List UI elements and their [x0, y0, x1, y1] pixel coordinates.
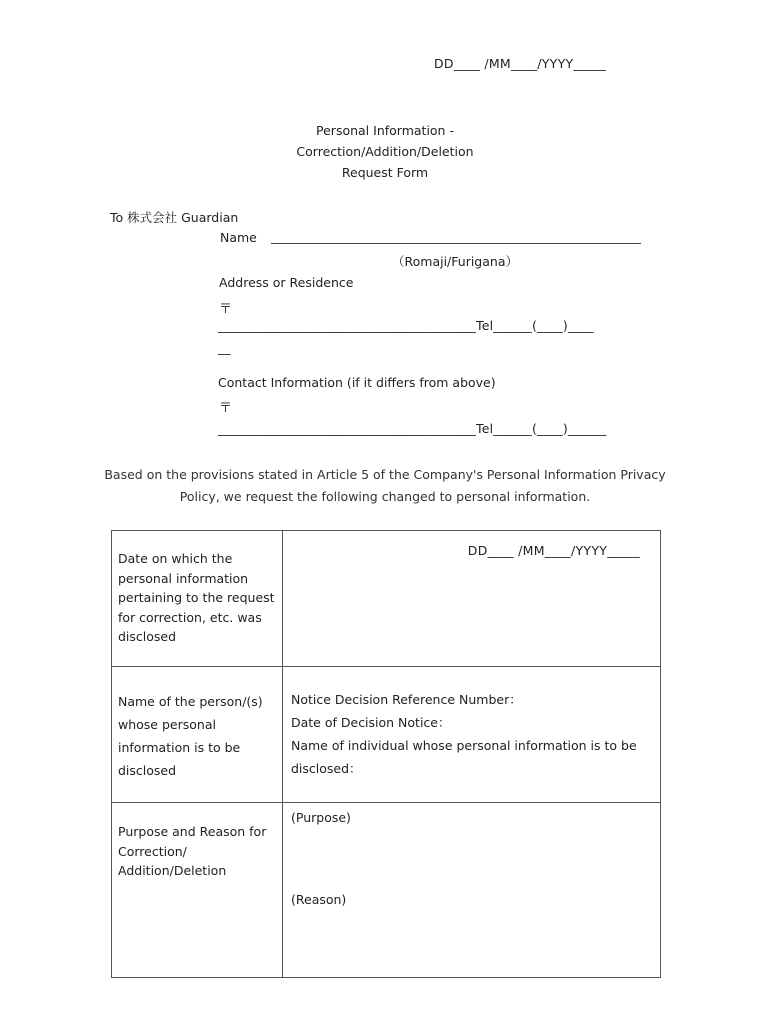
address-field-continuation[interactable]: __ [218, 340, 231, 355]
form-title-line-1: Personal Information - [316, 123, 454, 138]
contact-field[interactable]: ________________________________________Tel______(____)______ [218, 421, 607, 436]
decision-date-field[interactable]: Date of Decision Notice： [291, 715, 451, 730]
table-row-purpose-reason [112, 803, 661, 978]
addressee-line: To 株式会社 Guardian [110, 210, 239, 225]
statement-line-2: Policy, we request the following changed to personal information. [179, 489, 591, 504]
header-date-field[interactable]: DD____ /MM____/YYYY_____ [434, 56, 607, 71]
individual-name-field[interactable]: Name of individual whose personal information is to be disclosed： [291, 738, 637, 776]
purpose-reason-cell[interactable] [283, 803, 661, 978]
table-row-disclosure-date [112, 531, 661, 667]
contact-label: Contact Information (if it differs from above) [218, 375, 496, 390]
contact-postal-mark-icon: 〒 [219, 401, 233, 416]
disclosure-date-field[interactable]: DD____ /MM____/YYYY_____ [283, 531, 661, 667]
person-name-label: Name of the person/(s) whose personal information is to be disclosed [112, 667, 283, 803]
form-title [0, 120, 770, 183]
purpose-reason-label: Purpose and Reason for Correction/ Addition/Deletion [112, 803, 283, 978]
name-label: Name [220, 230, 257, 245]
request-table [111, 530, 661, 978]
address-label: Address or Residence [219, 275, 354, 290]
request-statement [0, 464, 770, 508]
name-hint: （Romaji/Furigana） [392, 254, 518, 269]
address-field[interactable]: ________________________________________Tel______(____)____ [218, 318, 594, 333]
notice-details-cell[interactable] [283, 667, 661, 803]
postal-mark-icon: 〒 [219, 302, 233, 317]
name-field[interactable] [271, 243, 641, 244]
form-title-line-3: Request Form [341, 165, 429, 180]
disclosure-date-label: Date on which the personal information pertaining to the request for correction, etc. was disclosed [112, 531, 283, 667]
reason-field[interactable]: (Reason) [291, 892, 347, 907]
form-title-line-2: Correction/Addition/Deletion [296, 144, 474, 159]
statement-line-1: Based on the provisions stated in Article 5 of the Company's Personal Information Privacy [104, 467, 666, 482]
reference-number-field[interactable]: Notice Decision Reference Number： [291, 692, 522, 707]
purpose-field[interactable]: (Purpose) [291, 810, 351, 825]
table-row-person-name [112, 667, 661, 803]
